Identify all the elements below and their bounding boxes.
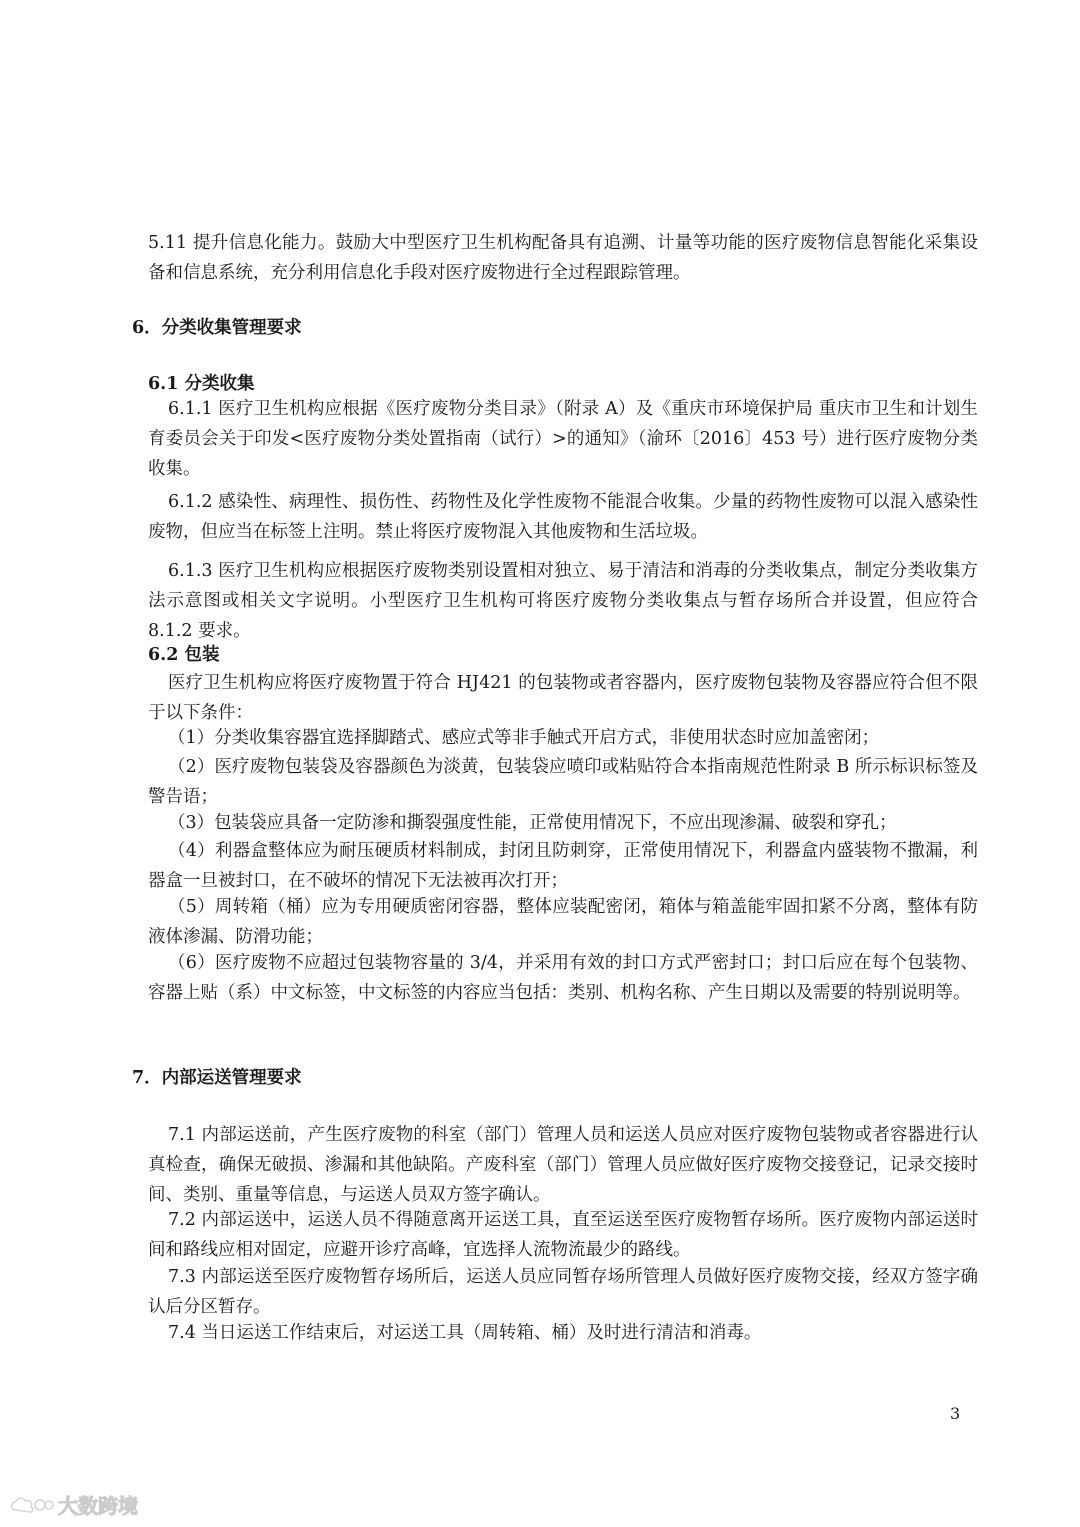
watermark (8, 1490, 138, 1519)
heading-6-2: 6.2 包装 (148, 645, 220, 665)
list-item-1: （1）分类收集容器宜选择脚踏式、感应式等非手触式开启方式，非使用状态时应加盖密闭； (168, 728, 880, 748)
list-item-3: （3）包装袋应具备一定防渗和撕裂强度性能，正常使用情况下，不应出现渗漏、破裂和穿孔； (168, 813, 897, 833)
list-item-2: （2）医疗废物包装袋及容器颜色为淡黄，包装袋应喷印或粘贴符合本指南规范性附录 B 所示标识标签及警告语； (148, 757, 978, 807)
para-7-4: 7.4 当日运送工作结束后，对运送工具（周转箱、桶）及时进行清洁和消毒。 (168, 1323, 762, 1343)
list-item-6: （6）医疗废物不应超过包装物容量的 3/4，并采用有效的封口方式严密封口；封口后应在每个包装物、容器上贴（系）中文标签，中文标签的内容应当包括：类别、机构名称、产生日期以及需要的特别说明等。 (148, 953, 978, 1003)
section-5-11: 5.11 提升信息化能力。鼓励大中型医疗卫生机构配备具有追溯、计量等功能的医疗废物信息智能化采集设备和信息系统，充分利用信息化手段对医疗废物进行全过程跟踪管理。 (148, 233, 978, 283)
watermark-text: 大数跨境 (58, 1494, 138, 1518)
para-6-1-2: 6.1.2 感染性、病理性、损伤性、药物性及化学性废物不能混合收集。少量的药物性废物可以混入感染性废物，但应当在标签上注明。禁止将医疗废物混入其他废物和生活垃圾。 (148, 492, 978, 542)
list-item-5: （5）周转箱（桶）应为专用硬质密闭容器，整体应装配密闭，箱体与箱盖能牢固扣紧不分离，整体有防液体渗漏、防滑功能； (148, 897, 978, 947)
heading-6: 6．分类收集管理要求 (132, 318, 302, 338)
para-6-1-1: 6.1.1 医疗卫生机构应根据《医疗废物分类目录》（附录 A）及《重庆市环境保护局 重庆市卫生和计划生育委员会关于印发<医疗废物分类处置指南（试行）>的通知》（渝环〔2016〕453 号）进行医疗废物分类收集。 (148, 399, 978, 479)
list-item-4: （4）利器盒整体应为耐压硬质材料制成，封闭且防刺穿，正常使用情况下，利器盒内盛装物不撒漏，利器盒一旦被封口，在不破坏的情况下无法被再次打开； (148, 841, 978, 891)
cloud-logo-icon (8, 1494, 54, 1516)
para-7-1: 7.1 内部运送前，产生医疗废物的科室（部门）管理人员和运送人员应对医疗废物包装物或者容器进行认真检查，确保无破损、渗漏和其他缺陷。产废科室（部门）管理人员应做好医疗废物交接登记，记录交接时间、类别、重量等信息，与运送人员双方签字确认。 (148, 1125, 978, 1205)
para-6-1-3: 6.1.3 医疗卫生机构应根据医疗废物类别设置相对独立、易于清洁和消毒的分类收集点，制定分类收集方法示意图或相关文字说明。小型医疗卫生机构可将医疗废物分类收集点与暂存场所合并设置，但应符合 8.1.2 要求。 (148, 561, 978, 641)
para-6-2: 医疗卫生机构应将医疗废物置于符合 HJ421 的包装物或者容器内，医疗废物包装物及容器应符合但不限于以下条件： (148, 673, 978, 723)
heading-7: 7．内部运送管理要求 (132, 1068, 302, 1088)
heading-6-1: 6.1 分类收集 (148, 374, 255, 394)
para-7-3: 7.3 内部运送至医疗废物暂存场所后，运送人员应同暂存场所管理人员做好医疗废物交接，经双方签字确认后分区暂存。 (148, 1267, 978, 1317)
page-number: 3 (950, 1404, 961, 1423)
para-7-2: 7.2 内部运送中，运送人员不得随意离开运送工具，直至运送至医疗废物暂存场所。医疗废物内部运送时间和路线应相对固定，应避开诊疗高峰，宜选择人流物流最少的路线。 (148, 1210, 978, 1260)
